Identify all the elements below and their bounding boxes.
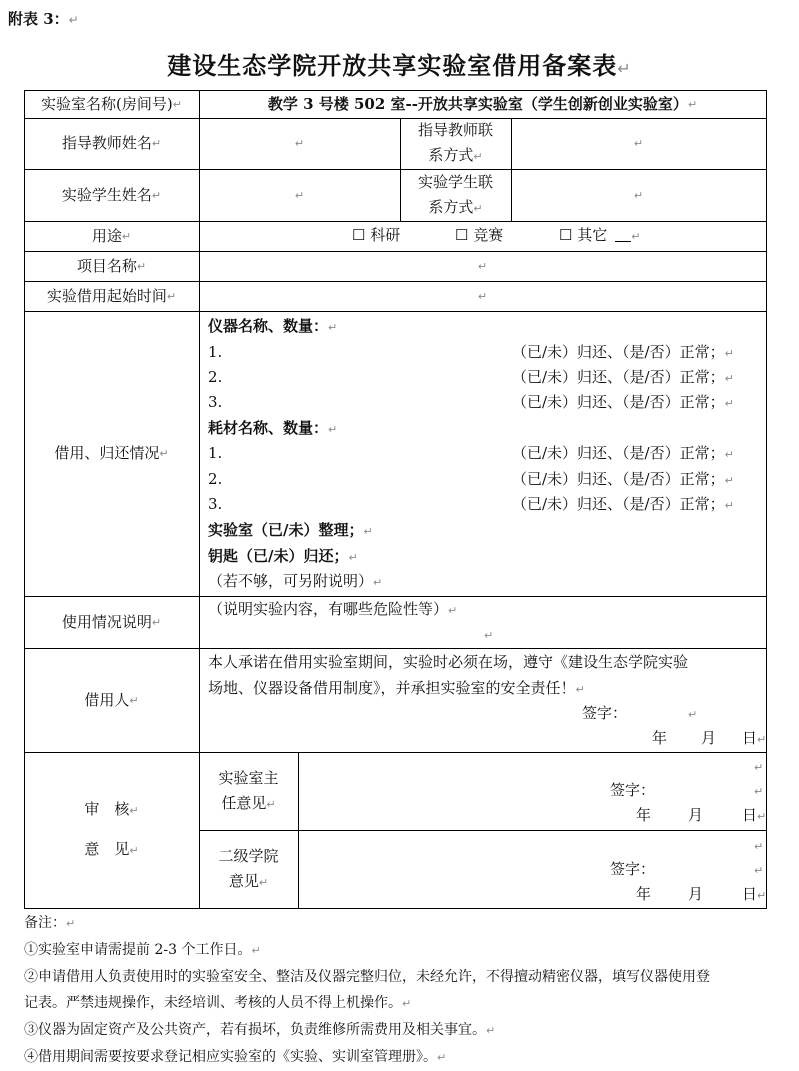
other-underline[interactable] <box>615 241 631 242</box>
instrument-item-number: 1. <box>208 343 223 361</box>
project-name-field[interactable]: ↵ <box>477 259 488 273</box>
paragraph-mark: ↵ <box>754 840 764 853</box>
checkbox-icon[interactable]: ☐ <box>559 226 573 244</box>
borrow-return-label: 借用、归还情况 ↵ <box>54 444 169 462</box>
note-item: ②申请借用人负责使用时的实验室安全、整洁及仪器完整归位，未经允许，不得擅动精密仪器，填写仪器使用登 <box>24 969 710 985</box>
lab-director-opinion-label: 实验室主 任意见↵ <box>218 768 279 812</box>
instrument-item-number: 2. <box>208 368 223 386</box>
purpose-label: 用途 ↵ <box>91 226 132 245</box>
usage-field[interactable]: ↵ <box>484 629 494 642</box>
note-item: 记表。严禁违规操作，未经培训、考核的人员不得上机操作。↵ <box>24 995 412 1011</box>
note-item: ③仪器为固定资产及公共资产，若有损坏，负责维修所需费用及相关事宜。↵ <box>24 1022 496 1038</box>
usage-label: 使用情况说明 ↵ <box>61 612 162 631</box>
consumable-item-number: 1. <box>208 444 223 462</box>
lab-director-date-day[interactable]: 日↵ <box>742 806 767 824</box>
checkbox-icon[interactable]: ☐ <box>352 226 366 244</box>
lab-director-date-year[interactable]: 年 <box>636 806 652 824</box>
borrower-label: 借用人 ↵ <box>84 690 139 709</box>
note-item: ①实验室申请需提前 2-3 个工作日。↵ <box>24 942 261 958</box>
borrow-time-label: 实验借用起始时间 ↵ <box>46 286 177 305</box>
consumable-item-status: （已/未）归还、（是/否）正常；↵ <box>512 470 734 488</box>
paragraph-mark: ↵ <box>754 761 764 774</box>
project-name-label: 项目名称 ↵ <box>76 256 147 275</box>
attachment-label: 附表 3：↵ <box>8 10 79 28</box>
borrow-time-field[interactable]: ↵ <box>477 289 488 303</box>
table-border <box>298 752 299 908</box>
purpose-option-competition[interactable]: ☐ 竞赛 <box>455 226 504 244</box>
student-contact-field[interactable]: ↵ <box>633 188 644 202</box>
consumable-item-status: （已/未）归还、（是/否）正常；↵ <box>512 495 734 513</box>
lab-cleanup-status: 实验室（已/未）整理；↵ <box>208 521 373 539</box>
instrument-item-status: （已/未）归还、（是/否）正常；↵ <box>512 368 734 386</box>
paragraph-mark: ↵ <box>754 785 764 798</box>
pledge-text-line2: 场地、仪器设备借用制度》，并承担实验室的安全责任！↵ <box>208 679 585 697</box>
consumable-item-number: 3. <box>208 495 223 513</box>
note-item: ④借用期间需要按要求登记相应实验室的《实验、实训室管理册》。↵ <box>24 1049 447 1065</box>
purpose-option-other[interactable]: ☐ 其它 ↵ <box>559 226 641 244</box>
consumable-item-status: （已/未）归还、（是/否）正常；↵ <box>512 444 734 462</box>
borrow-record-table <box>24 90 767 908</box>
notes-section <box>24 910 769 1071</box>
paragraph-mark: ↵ <box>754 864 764 877</box>
instrument-item-status: （已/未）归还、（是/否）正常；↵ <box>512 343 734 361</box>
lab-director-signature[interactable]: 签字： <box>610 781 656 799</box>
notes-title: 备注：↵ <box>24 915 76 931</box>
advisor-contact-label: 指导教师联 系方式↵ <box>417 121 493 164</box>
review-label: 审 核↵ 意 见↵ <box>84 800 139 858</box>
student-contact-label: 实验学生联 系方式↵ <box>417 172 493 216</box>
borrower-signature[interactable]: 签字： <box>582 704 628 722</box>
borrower-date-day[interactable]: 日↵ <box>742 729 767 747</box>
student-name-field[interactable]: ↵ <box>294 188 305 202</box>
college-signature[interactable]: 签字： <box>610 860 656 878</box>
lab-name-value: 教学 3 号楼 502 室--开放共享实验室（学生创新创业实验室） ↵ <box>267 94 698 113</box>
pledge-text-line1: 本人承诺在借用实验室期间，实验时必须在场，遵守《建设生态学院实验 <box>208 653 689 671</box>
consumables-title: 耗材名称、数量：↵ <box>208 419 338 437</box>
table-border <box>24 908 767 909</box>
table-border <box>766 90 767 909</box>
usage-hint: （说明实验内容，有哪些危险性等）↵ <box>208 600 458 618</box>
paragraph-mark: ↵ <box>688 708 698 721</box>
college-date-day[interactable]: 日↵ <box>742 885 767 903</box>
form-title: 建设生态学院开放共享实验室借用备案表↵ <box>167 51 632 80</box>
purpose-option-research[interactable]: ☐ 科研 <box>352 226 401 244</box>
instrument-item-status: （已/未）归还、（是/否）正常；↵ <box>512 393 734 411</box>
lab-name-label: 实验室名称(房间号) ↵ <box>41 94 182 113</box>
advisor-name-field[interactable]: ↵ <box>294 137 305 150</box>
consumable-item-number: 2. <box>208 470 223 488</box>
borrower-date-year[interactable]: 年 <box>652 729 668 747</box>
borrower-date-month[interactable]: 月 <box>701 729 717 747</box>
extra-note: （若不够，可另附说明）↵ <box>208 572 383 590</box>
student-name-label: 实验学生姓名 ↵ <box>61 185 162 204</box>
key-return-status: 钥匙（已/未）归还；↵ <box>208 547 358 565</box>
college-date-year[interactable]: 年 <box>636 885 652 903</box>
college-opinion-label: 二级学院 意见↵ <box>218 846 279 890</box>
checkbox-icon[interactable]: ☐ <box>455 226 469 244</box>
advisor-contact-field[interactable]: ↵ <box>633 137 644 150</box>
instrument-item-number: 3. <box>208 393 223 411</box>
college-date-month[interactable]: 月 <box>688 885 704 903</box>
advisor-name-label: 指导教师姓名 ↵ <box>61 134 162 152</box>
instruments-title: 仪器名称、数量：↵ <box>208 317 338 335</box>
lab-director-date-month[interactable]: 月 <box>688 806 704 824</box>
